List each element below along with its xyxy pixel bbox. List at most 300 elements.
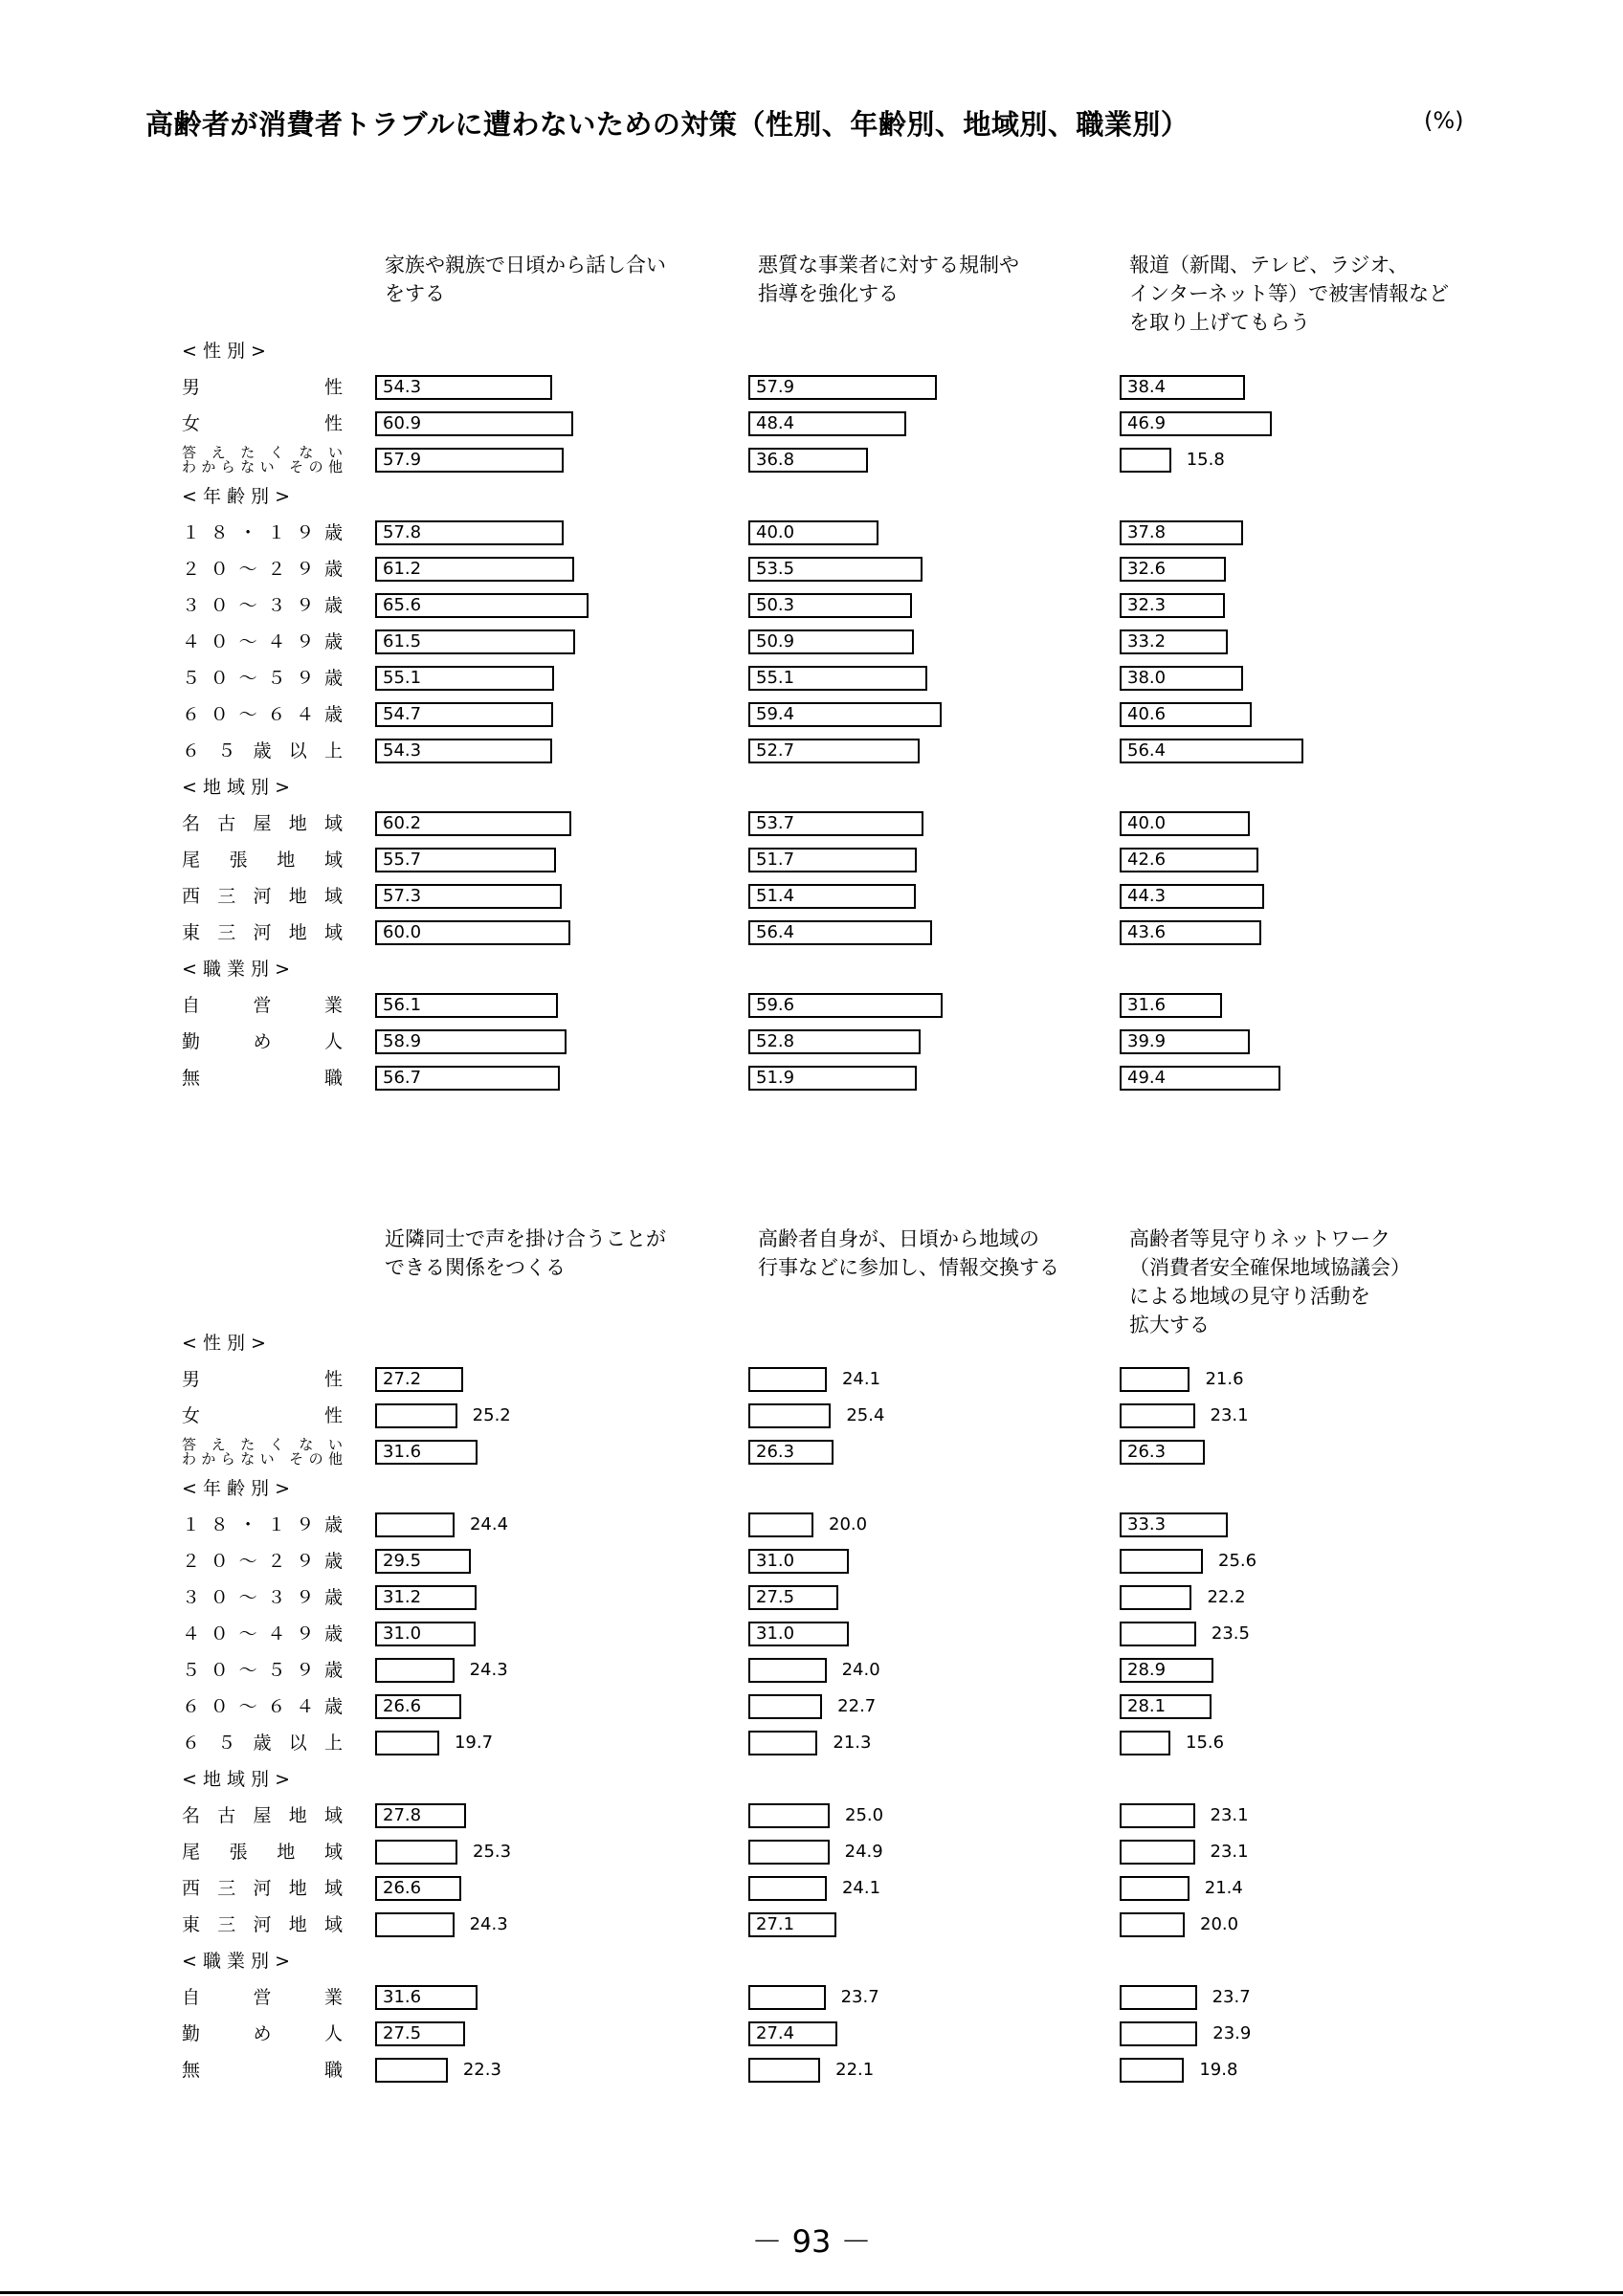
row-label-char: ～ — [238, 1551, 257, 1572]
bar-value-label: 33.2 — [1127, 631, 1167, 651]
bar-value-label: 40.0 — [756, 522, 795, 542]
row-label-char: 職 — [323, 2060, 343, 2081]
bar-value-label: 23.1 — [1210, 1405, 1249, 1425]
bar-value-label: 19.8 — [1199, 2060, 1238, 2080]
row-label-char: 名 — [182, 813, 201, 834]
bar-value-label: 38.4 — [1127, 377, 1167, 397]
column-title-line: 指導を強化する — [758, 282, 899, 305]
bar — [748, 1512, 813, 1537]
row-label-char: 張 — [229, 1842, 248, 1863]
row-label-char: 歳 — [323, 1514, 343, 1535]
bar — [1120, 1731, 1170, 1755]
bar-value-label: 23.5 — [1211, 1623, 1250, 1644]
column-title-line: 高齢者等見守りネットワーク — [1129, 1227, 1390, 1250]
bar-value-label: 23.7 — [840, 1987, 879, 2007]
row-label-char: ６ — [182, 740, 201, 762]
row-label-char: １ — [182, 522, 201, 543]
bar-value-label: 32.3 — [1127, 595, 1167, 615]
row-label-char: 男 — [182, 377, 201, 398]
category-header: < 年 齢 別 > — [182, 486, 290, 507]
row-label — [182, 519, 343, 547]
bar-value-label: 40.6 — [1127, 704, 1167, 724]
row-label-char: 女 — [182, 1405, 201, 1426]
row-label — [182, 700, 343, 729]
bar — [375, 1403, 457, 1428]
row-label-char: ４ — [296, 1696, 315, 1717]
category-header: < 年 齢 別 > — [182, 1478, 290, 1499]
bar-value-label: 51.7 — [756, 850, 795, 870]
row-label — [182, 1547, 343, 1576]
row-label-char: １ — [267, 522, 286, 543]
bar — [748, 1367, 827, 1392]
row-label-char: ５ — [217, 740, 236, 762]
row-label-char: ０ — [210, 1587, 229, 1608]
bar-value-label: 24.1 — [841, 1878, 881, 1898]
row-label-char: ２ — [267, 1551, 286, 1572]
row-label-char: ６ — [182, 1696, 201, 1717]
row-label-char: 歳 — [323, 1587, 343, 1608]
row-label-char: １ — [267, 1514, 286, 1535]
row-label-char: 性 — [323, 1369, 343, 1390]
row-label-char: 無 — [182, 1068, 201, 1089]
bar-value-label: 31.6 — [1127, 995, 1167, 1015]
row-label-char: ４ — [267, 631, 286, 652]
column-title-line: をする — [385, 282, 445, 305]
bar-value-label: 26.6 — [383, 1696, 422, 1716]
row-label-char: ～ — [238, 1696, 257, 1717]
row-label — [182, 1983, 343, 2012]
row-label-char: ～ — [238, 595, 257, 616]
row-label-char: 歳 — [323, 704, 343, 725]
column-title — [385, 251, 666, 308]
row-label-char: 自 — [182, 1987, 201, 2008]
bar-value-label: 31.6 — [383, 1987, 422, 2007]
row-label-line: 答えたくない — [182, 1436, 343, 1453]
row-label-char: め — [253, 1031, 272, 1052]
bar-value-label: 28.1 — [1127, 1696, 1167, 1716]
bar — [1120, 2058, 1184, 2083]
row-label-char: 地 — [277, 850, 296, 871]
bar-value-label: 58.9 — [383, 1031, 422, 1051]
row-label-char: ５ — [182, 668, 201, 689]
column-title-line: 近隣同士で声を掛け合うことが — [385, 1227, 666, 1250]
category-header: < 職 業 別 > — [182, 959, 290, 980]
row-label-char: 歳 — [323, 1623, 343, 1645]
row-label-char: 三 — [217, 922, 236, 943]
bar — [1120, 2021, 1197, 2046]
row-label-char: 地 — [288, 1914, 307, 1935]
bar-value-label: 27.8 — [383, 1805, 422, 1825]
row-label-char: 自 — [182, 995, 201, 1016]
row-label-char: １ — [182, 1514, 201, 1535]
bar-value-label: 24.3 — [469, 1660, 508, 1680]
row-label-char: ３ — [267, 1587, 286, 1608]
bar-value-label: 15.6 — [1186, 1733, 1225, 1753]
bar-value-label: 20.0 — [1200, 1914, 1239, 1934]
row-label-char: ５ — [267, 668, 286, 689]
bar-value-label: 61.5 — [383, 631, 422, 651]
bar — [1120, 1403, 1195, 1428]
bar — [375, 1912, 455, 1937]
bar-value-label: 26.6 — [383, 1878, 422, 1898]
row-label-char: 性 — [323, 1405, 343, 1426]
column-title-line: 家族や親族で日頃から話し合い — [385, 254, 666, 276]
bar-value-label: 15.8 — [1186, 450, 1225, 470]
bar-value-label: 53.7 — [756, 813, 795, 833]
row-label-char: 河 — [253, 922, 272, 943]
row-label — [182, 1838, 343, 1866]
bar — [748, 1840, 830, 1865]
column-title-line: 悪質な事業者に対する規制や — [758, 254, 1019, 276]
bar-value-label: 29.5 — [383, 1551, 422, 1571]
bar-value-label: 43.6 — [1127, 922, 1167, 942]
row-label-char: ６ — [182, 704, 201, 725]
row-label-char: 勤 — [182, 2023, 201, 2044]
bar-value-label: 27.1 — [756, 1914, 795, 1934]
bar-value-label: 46.9 — [1127, 413, 1167, 433]
row-label-char: 勤 — [182, 1031, 201, 1052]
bar — [375, 2058, 448, 2083]
row-label-char: 名 — [182, 1805, 201, 1826]
row-label-char: ６ — [267, 1696, 286, 1717]
row-label-char: 三 — [217, 1914, 236, 1935]
row-label-char: 無 — [182, 2060, 201, 2081]
row-label-char: ９ — [296, 1551, 315, 1572]
bar-value-label: 59.4 — [756, 704, 795, 724]
row-label-char: ０ — [210, 1660, 229, 1681]
row-label-char: 地 — [288, 922, 307, 943]
bar-value-label: 23.1 — [1210, 1805, 1249, 1825]
row-label — [182, 1620, 343, 1648]
row-label-char: ９ — [296, 1660, 315, 1681]
row-label-char: ４ — [182, 1623, 201, 1645]
bar-value-label: 54.3 — [383, 740, 422, 761]
row-label-char: ～ — [238, 1660, 257, 1681]
bar-value-label: 27.5 — [383, 2023, 422, 2043]
row-label-char: ９ — [296, 668, 315, 689]
row-label-char: ５ — [217, 1733, 236, 1754]
row-label-char: 業 — [323, 1987, 343, 2008]
bar-value-label: 24.9 — [844, 1842, 883, 1862]
row-label — [182, 446, 343, 475]
row-label-char: 歳 — [323, 595, 343, 616]
bar-value-label: 59.6 — [756, 995, 795, 1015]
row-label — [182, 1692, 343, 1721]
row-label-char: ０ — [210, 1623, 229, 1645]
row-label-char: ２ — [182, 1551, 201, 1572]
bar — [748, 1876, 827, 1901]
row-label-char: ～ — [238, 631, 257, 652]
bar-value-label: 31.0 — [756, 1623, 795, 1644]
unit-label: (%) — [1424, 107, 1464, 134]
bar-value-label: 23.7 — [1212, 1987, 1251, 2007]
bar — [375, 1731, 439, 1755]
row-label — [182, 1402, 343, 1430]
row-label-char: 河 — [253, 886, 272, 907]
bar-value-label: 57.9 — [383, 450, 422, 470]
row-label-char: 上 — [323, 740, 343, 762]
row-label-char: 古 — [217, 813, 236, 834]
bar — [1120, 1912, 1185, 1937]
row-label — [182, 1027, 343, 1056]
bar-value-label: 54.3 — [383, 377, 422, 397]
row-label-char: 尾 — [182, 1842, 201, 1863]
row-label — [182, 737, 343, 765]
column-title-line: インターネット等）で被害情報など — [1129, 282, 1450, 305]
row-label — [182, 2020, 343, 2048]
bar — [748, 1403, 831, 1428]
row-label — [182, 664, 343, 693]
column-title-line: できる関係をつくる — [385, 1256, 566, 1279]
bar-value-label: 25.4 — [846, 1405, 885, 1425]
bar-value-label: 25.3 — [473, 1842, 512, 1862]
bar — [375, 1512, 455, 1537]
row-label-char: 歳 — [323, 522, 343, 543]
row-label-char: 屋 — [253, 1805, 272, 1826]
bar — [1120, 1803, 1195, 1828]
row-label-line: 答えたくない — [182, 444, 343, 461]
row-label-char: ５ — [267, 1660, 286, 1681]
row-label-char: ～ — [238, 1623, 257, 1645]
bar-value-label: 26.3 — [1127, 1442, 1167, 1462]
row-label-char: ９ — [296, 631, 315, 652]
bar-value-label: 36.8 — [756, 450, 795, 470]
bar-value-label: 24.0 — [841, 1660, 880, 1680]
row-label-char: 業 — [323, 995, 343, 1016]
row-label-char: 域 — [323, 886, 343, 907]
row-label-char: 西 — [182, 886, 201, 907]
bar-value-label: 57.9 — [756, 377, 795, 397]
row-label — [182, 409, 343, 438]
row-label-char: 歳 — [323, 631, 343, 652]
bar-value-label: 56.1 — [383, 995, 422, 1015]
bar-value-label: 52.7 — [756, 740, 795, 761]
column-title-line: 報道（新聞、テレビ、ラジオ、 — [1129, 254, 1409, 276]
row-label-char: 営 — [253, 1987, 272, 2008]
row-label — [182, 918, 343, 947]
row-label-char: 女 — [182, 413, 201, 434]
row-label — [182, 1874, 343, 1903]
category-header: < 性 別 > — [182, 341, 266, 362]
row-label-char: ８ — [210, 522, 229, 543]
row-label-char: ～ — [238, 1587, 257, 1608]
row-label-char: ４ — [182, 631, 201, 652]
row-label-char: 地 — [288, 1805, 307, 1826]
row-label-char: ５ — [182, 1660, 201, 1681]
bar-value-label: 56.4 — [756, 922, 795, 942]
column-title-line: 拡大する — [1129, 1314, 1210, 1336]
row-label-char: 歳 — [323, 1660, 343, 1681]
row-label-char: ９ — [296, 1587, 315, 1608]
row-label-char: 性 — [323, 413, 343, 434]
page-title: 高齢者が消費者トラブルに遭わないための対策（性別、年齢別、地域別、職業別） — [145, 108, 1189, 141]
bar — [1120, 1622, 1196, 1646]
bar-value-label: 40.0 — [1127, 813, 1167, 833]
row-label-char: 男 — [182, 1369, 201, 1390]
bar-value-label: 19.7 — [454, 1733, 494, 1753]
row-label-char: 東 — [182, 922, 201, 943]
bar-value-label: 31.6 — [383, 1442, 422, 1462]
row-label-char: ６ — [267, 704, 286, 725]
bar — [1120, 448, 1171, 473]
bar-value-label: 21.4 — [1204, 1878, 1243, 1898]
row-label-char: ６ — [182, 1733, 201, 1754]
bar-value-label: 23.1 — [1210, 1842, 1249, 1862]
row-label — [182, 555, 343, 584]
bar-value-label: 24.4 — [469, 1514, 509, 1534]
row-label-char: ・ — [238, 522, 257, 543]
page-bottom-rule — [0, 2291, 1623, 2294]
row-label-char: 古 — [217, 1805, 236, 1826]
row-label — [182, 2056, 343, 2085]
row-label — [182, 1511, 343, 1539]
row-label — [182, 1438, 343, 1467]
bar-value-label: 55.1 — [383, 668, 422, 688]
bar — [748, 1803, 830, 1828]
bar-value-label: 27.5 — [756, 1587, 795, 1607]
bar-value-label: 48.4 — [756, 413, 795, 433]
bar-value-label: 44.3 — [1127, 886, 1167, 906]
bar-value-label: 28.9 — [1127, 1660, 1167, 1680]
row-label-char: ９ — [296, 595, 315, 616]
bar-value-label: 61.2 — [383, 559, 422, 579]
bar-value-label: 20.0 — [829, 1514, 868, 1534]
row-label — [182, 1656, 343, 1685]
row-label-char: 性 — [323, 377, 343, 398]
bar — [1120, 1985, 1197, 2010]
row-label — [182, 991, 343, 1020]
bar-value-label: 51.9 — [756, 1068, 795, 1088]
row-label-char: ～ — [238, 559, 257, 580]
bar-value-label: 65.6 — [383, 595, 422, 615]
row-label-char: 職 — [323, 1068, 343, 1089]
bar-value-label: 24.1 — [841, 1369, 881, 1389]
row-label-char: 河 — [253, 1914, 272, 1935]
bar — [1120, 1549, 1203, 1574]
row-label-char: ９ — [296, 1514, 315, 1535]
row-label-char: ４ — [267, 1623, 286, 1645]
bar-value-label: 49.4 — [1127, 1068, 1167, 1088]
bar-value-label: 31.0 — [383, 1623, 422, 1644]
row-label-char: 尾 — [182, 850, 201, 871]
row-label — [182, 846, 343, 874]
category-header: < 職 業 別 > — [182, 1951, 290, 1972]
row-label-char: ～ — [238, 704, 257, 725]
row-label-char: 人 — [323, 2023, 343, 2044]
row-label-char: 西 — [182, 1878, 201, 1899]
row-label-char: 歳 — [323, 1551, 343, 1572]
bar-value-label: 52.8 — [756, 1031, 795, 1051]
bar-value-label: 42.6 — [1127, 850, 1167, 870]
bar-value-label: 22.2 — [1207, 1587, 1246, 1607]
row-label-char: 地 — [288, 886, 307, 907]
row-label-char: 域 — [323, 922, 343, 943]
bar-value-label: 53.5 — [756, 559, 795, 579]
column-title — [1129, 251, 1449, 337]
category-header: < 地 域 別 > — [182, 777, 290, 798]
row-label — [182, 809, 343, 838]
bar — [375, 1658, 455, 1683]
column-title-line: （消費者安全確保地域協議会） — [1129, 1256, 1411, 1279]
row-label-char: 歳 — [253, 740, 272, 762]
row-label-char: 三 — [217, 886, 236, 907]
row-label-char: ～ — [238, 668, 257, 689]
row-label-char: 上 — [323, 1733, 343, 1754]
bar — [748, 1658, 827, 1683]
bar-value-label: 60.2 — [383, 813, 422, 833]
row-label-char: 営 — [253, 995, 272, 1016]
bar — [748, 1694, 822, 1719]
bar-value-label: 27.4 — [756, 2023, 795, 2043]
row-label-char: 河 — [253, 1878, 272, 1899]
bar — [1120, 1585, 1191, 1610]
column-title — [758, 251, 1019, 308]
column-title-line: による地域の見守り活動を — [1129, 1285, 1370, 1308]
row-label-char: 歳 — [323, 1696, 343, 1717]
column-title — [1129, 1225, 1411, 1339]
bar-value-label: 23.9 — [1212, 2023, 1252, 2043]
bar-value-label: 56.4 — [1127, 740, 1167, 761]
row-label-char: 以 — [288, 1733, 307, 1754]
row-label-char: ０ — [210, 668, 229, 689]
row-label-char: 歳 — [323, 559, 343, 580]
bar — [1120, 1367, 1189, 1392]
column-title-line: 高齢者自身が、日頃から地域の — [758, 1227, 1039, 1250]
bar-value-label: 55.1 — [756, 668, 795, 688]
bar-value-label: 39.9 — [1127, 1031, 1167, 1051]
bar-value-label: 50.9 — [756, 631, 795, 651]
row-label-char: ８ — [210, 1514, 229, 1535]
row-label-char: 域 — [323, 1842, 343, 1863]
row-label — [182, 628, 343, 656]
row-label-char: め — [253, 2023, 272, 2044]
row-label-char: ２ — [267, 559, 286, 580]
row-label-char: 域 — [323, 813, 343, 834]
row-label-char: ９ — [296, 559, 315, 580]
bar-value-label: 22.1 — [835, 2060, 875, 2080]
bar-value-label: 24.3 — [469, 1914, 508, 1934]
bar-value-label: 26.3 — [756, 1442, 795, 1462]
row-label-char: 以 — [288, 740, 307, 762]
row-label — [182, 373, 343, 402]
row-label — [182, 591, 343, 620]
row-label-char: ０ — [210, 1551, 229, 1572]
bar-value-label: 22.3 — [462, 2060, 501, 2080]
row-label-char: 歳 — [253, 1733, 272, 1754]
row-label-char: 域 — [323, 1805, 343, 1826]
row-label-char: ３ — [182, 1587, 201, 1608]
column-title — [758, 1225, 1059, 1282]
column-title — [385, 1225, 666, 1282]
row-label-char: ０ — [210, 559, 229, 580]
bar — [375, 1840, 457, 1865]
bar-value-label: 54.7 — [383, 704, 422, 724]
row-label-char: ３ — [182, 595, 201, 616]
category-header: < 性 別 > — [182, 1333, 266, 1354]
bar-value-label: 56.7 — [383, 1068, 422, 1088]
bar-value-label: 22.7 — [837, 1696, 877, 1716]
category-header: < 地 域 別 > — [182, 1769, 290, 1790]
bar-value-label: 57.8 — [383, 522, 422, 542]
bar-value-label: 37.8 — [1127, 522, 1167, 542]
row-label-char: 地 — [288, 813, 307, 834]
row-label-char: ０ — [210, 1696, 229, 1717]
bar-value-label: 57.3 — [383, 886, 422, 906]
row-label-char: ９ — [296, 522, 315, 543]
row-label-char: 東 — [182, 1914, 201, 1935]
row-label-char: ・ — [238, 1514, 257, 1535]
bar-value-label: 31.0 — [756, 1551, 795, 1571]
